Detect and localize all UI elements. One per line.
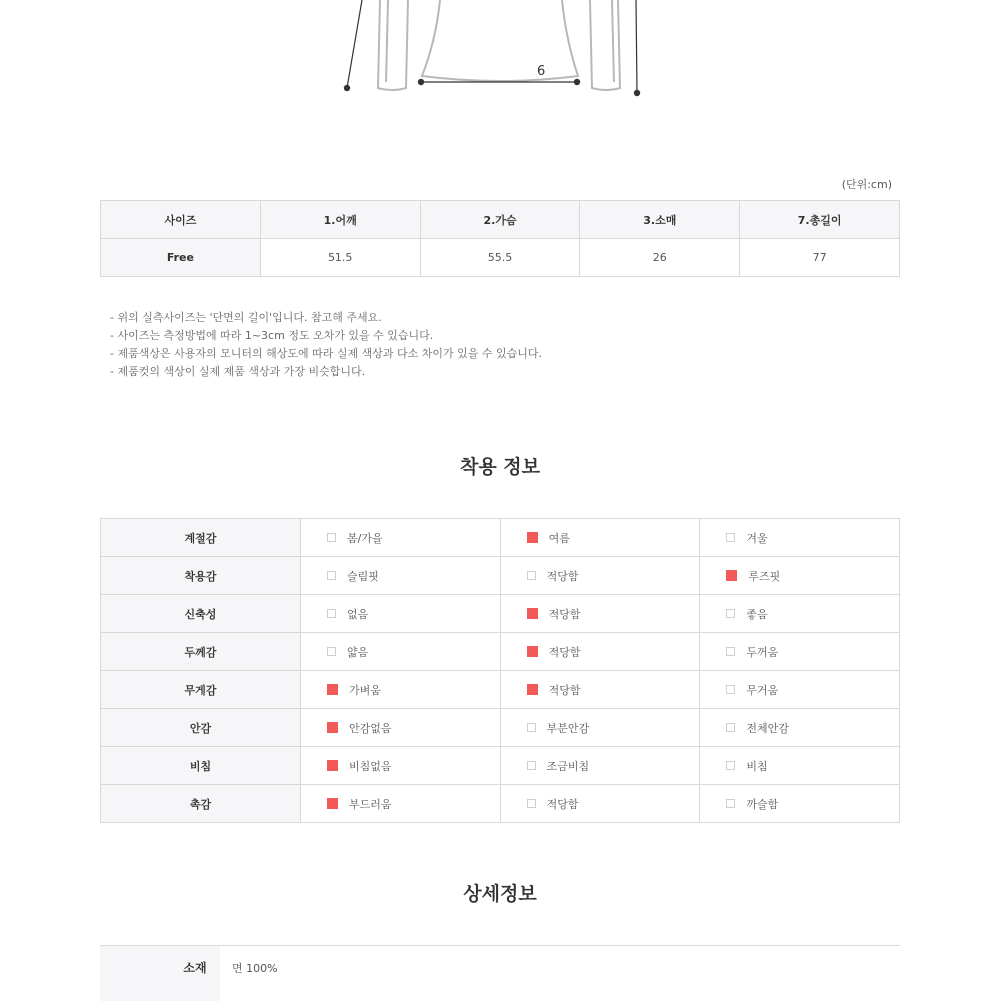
checked-box-icon <box>527 532 538 543</box>
fit-row <box>101 785 900 823</box>
detail-info-title: 상세정보 <box>463 883 537 905</box>
fit-option-label: 조금비침 <box>546 759 590 773</box>
size-header-cell: 1.어깨 <box>260 201 420 239</box>
fit-option-cell <box>500 709 700 747</box>
fit-option-cell <box>700 671 900 709</box>
fit-option-cell <box>301 709 501 747</box>
fit-option-cell <box>301 557 501 595</box>
fit-option-label: 까슬함 <box>746 797 779 811</box>
fit-option-cell <box>301 595 501 633</box>
unchecked-box-icon <box>527 799 536 808</box>
note-item: - 사이즈는 측정방법에 따라 1~3cm 정도 오차가 있을 수 있습니다. <box>110 329 434 342</box>
fit-option-cell <box>500 747 700 785</box>
fit-option <box>700 633 899 670</box>
size-header-cell: 7.총길이 <box>740 201 900 239</box>
fit-option <box>301 785 500 822</box>
fit-option <box>501 557 700 594</box>
checked-box-icon <box>527 684 538 695</box>
fit-option-label: 부분안감 <box>546 721 590 735</box>
checked-box-icon <box>527 608 538 619</box>
fit-option-cell <box>500 671 700 709</box>
checked-box-icon <box>327 760 338 771</box>
fit-option-label: 안감없음 <box>349 721 392 735</box>
size-header-cell: 2.가슴 <box>420 201 580 239</box>
fit-option <box>301 709 500 746</box>
unchecked-box-icon <box>327 533 336 542</box>
fit-option-label: 적당함 <box>546 797 579 811</box>
measure-label: 6 <box>537 64 546 79</box>
fit-option-cell <box>500 785 700 823</box>
size-table-header-row <box>101 201 900 239</box>
fit-option-label: 적당함 <box>548 645 581 659</box>
fit-option-label: 무거움 <box>746 683 779 697</box>
garment-measurement-diagram <box>0 0 1000 110</box>
fit-option <box>700 709 899 746</box>
unchecked-box-icon <box>327 571 336 580</box>
size-table <box>100 200 900 277</box>
fit-option-cell <box>301 785 501 823</box>
fit-info-table <box>100 518 900 823</box>
checked-box-icon <box>327 722 338 733</box>
fit-row-label: 착용감 <box>101 557 301 595</box>
fit-row <box>101 747 900 785</box>
fit-row <box>101 633 900 671</box>
fit-option <box>501 785 700 822</box>
unchecked-box-icon <box>726 533 735 542</box>
unchecked-box-icon <box>726 723 735 732</box>
fit-option <box>700 671 899 708</box>
fit-option-cell <box>500 595 700 633</box>
fit-option <box>700 785 899 822</box>
fit-option-cell <box>301 671 501 709</box>
note-item: - 제품컷의 색상이 실제 제품 색상과 가장 비슷합니다. <box>110 365 366 378</box>
fit-row-label: 안감 <box>101 709 301 747</box>
unchecked-box-icon <box>726 761 735 770</box>
fit-option <box>301 633 500 670</box>
fit-option-cell <box>500 633 700 671</box>
unchecked-box-icon <box>527 571 536 580</box>
size-value-cell: 77 <box>740 239 900 277</box>
unchecked-box-icon <box>726 799 735 808</box>
checked-box-icon <box>726 570 737 581</box>
fit-option <box>700 595 899 632</box>
fit-option-cell <box>500 557 700 595</box>
size-notes <box>110 309 542 381</box>
fit-option <box>700 557 899 594</box>
fit-info-title: 착용 정보 <box>459 456 541 478</box>
fit-option-cell <box>700 633 900 671</box>
fit-row-label: 두께감 <box>101 633 301 671</box>
material-label: 소재 <box>100 946 220 1001</box>
fit-option <box>301 747 500 784</box>
fit-option-label: 적당함 <box>546 569 579 583</box>
size-value-cell: 55.5 <box>420 239 580 277</box>
fit-option-label: 부드러움 <box>349 797 392 811</box>
note-item: - 위의 실측사이즈는 '단면의 길이'입니다. 참고해 주세요. <box>110 311 382 324</box>
fit-option <box>301 671 500 708</box>
fit-option-cell <box>700 557 900 595</box>
fit-row-label: 계절감 <box>101 519 301 557</box>
fit-option <box>700 747 899 784</box>
unchecked-box-icon <box>527 761 536 770</box>
unchecked-box-icon <box>327 609 336 618</box>
fit-row-label: 신축성 <box>101 595 301 633</box>
size-table-row <box>101 239 900 277</box>
unchecked-box-icon <box>327 647 336 656</box>
fit-option-cell <box>301 747 501 785</box>
fit-option-label: 비침 <box>746 759 768 773</box>
fit-option-label: 얇음 <box>347 645 369 659</box>
fit-option <box>301 595 500 632</box>
fit-option-label: 없음 <box>347 607 369 621</box>
fit-option <box>301 557 500 594</box>
fit-option <box>501 671 700 708</box>
fit-option-cell <box>700 785 900 823</box>
fit-option-cell <box>700 747 900 785</box>
fit-row <box>101 671 900 709</box>
fit-option-label: 가벼움 <box>349 683 381 697</box>
fit-option-label: 좋음 <box>746 607 768 621</box>
note-item: - 제품색상은 사용자의 모니터의 해상도에 따라 실제 색상과 다소 차이가 있을 수 있습니다. <box>110 347 542 360</box>
fit-row-label: 촉감 <box>101 785 301 823</box>
checked-box-icon <box>327 684 338 695</box>
unchecked-box-icon <box>726 685 735 694</box>
fit-option-label: 두꺼움 <box>746 645 779 659</box>
fit-option-label: 루즈핏 <box>748 569 781 583</box>
fit-row <box>101 519 900 557</box>
fit-option-cell <box>700 595 900 633</box>
checked-box-icon <box>327 798 338 809</box>
size-value-cell: 26 <box>580 239 740 277</box>
fit-option <box>301 519 500 556</box>
size-header-cell: 사이즈 <box>101 201 261 239</box>
fit-option-label: 슬림핏 <box>347 569 379 583</box>
size-name-cell: Free <box>101 239 261 277</box>
fit-row <box>101 595 900 633</box>
fit-option-label: 적당함 <box>548 607 581 621</box>
fit-option-cell <box>700 519 900 557</box>
fit-option-cell <box>301 519 501 557</box>
size-value-cell: 51.5 <box>260 239 420 277</box>
fit-option-label: 봄/가을 <box>347 531 383 545</box>
fit-option-label: 적당함 <box>548 683 581 697</box>
unchecked-box-icon <box>726 609 735 618</box>
fit-option-label: 전체안감 <box>746 721 789 735</box>
size-header-cell: 3.소매 <box>580 201 740 239</box>
fit-option-label: 비침없음 <box>349 759 392 773</box>
unchecked-box-icon <box>726 647 735 656</box>
unchecked-box-icon <box>527 723 536 732</box>
fit-option-cell <box>700 709 900 747</box>
checked-box-icon <box>527 646 538 657</box>
fit-option <box>700 519 899 556</box>
fit-option <box>501 595 700 632</box>
unit-label: (단위:cm) <box>841 178 892 191</box>
fit-row <box>101 709 900 747</box>
fit-option <box>501 633 700 670</box>
fit-row <box>101 557 900 595</box>
fit-option <box>501 709 700 746</box>
fit-option <box>501 747 700 784</box>
fit-option-cell <box>301 633 501 671</box>
detail-info-table <box>100 945 900 1001</box>
fit-option-label: 겨울 <box>746 531 768 545</box>
fit-option-label: 여름 <box>548 531 570 545</box>
fit-row-label: 비침 <box>101 747 301 785</box>
fit-option <box>501 519 700 556</box>
fit-row-label: 무게감 <box>101 671 301 709</box>
fit-option-cell <box>500 519 700 557</box>
material-value: 면 100% <box>232 962 278 975</box>
